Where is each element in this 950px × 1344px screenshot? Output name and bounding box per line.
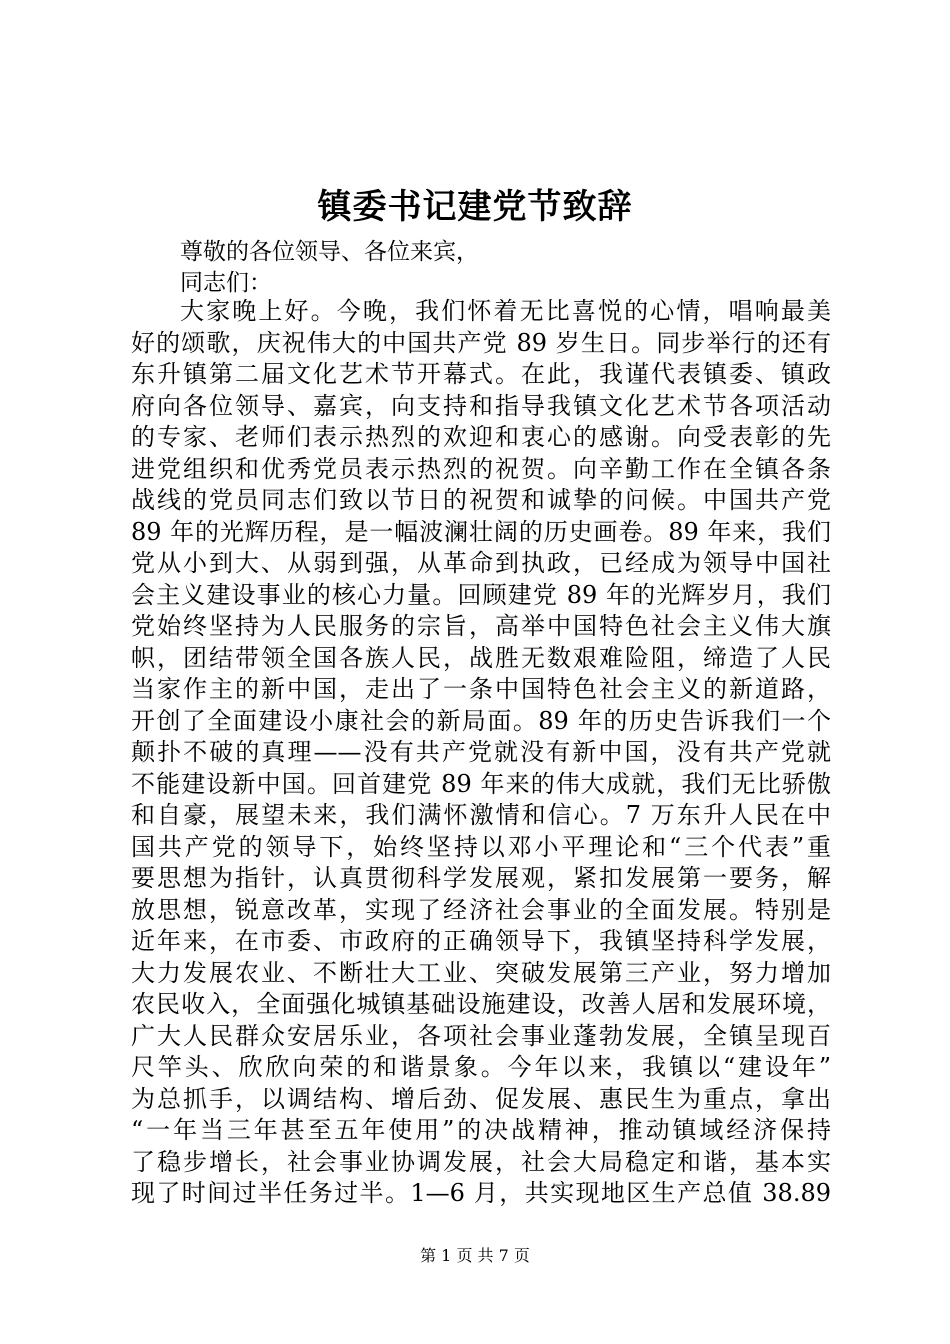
body-line: 进党组织和优秀党员表示热烈的祝贺。向辛勤工作在全镇各条 [131, 454, 831, 483]
body-line: 开创了全面建设小康社会的新局面。89 年的历史告诉我们一个 [131, 706, 831, 735]
body-line: 好的颂歌，庆祝伟大的中国共产党 89 岁生日。同步举行的还有 [131, 328, 831, 357]
body-line: 89 年的光辉历程，是一幅波澜壮阔的历史画卷。89 年来，我们 [131, 517, 831, 546]
body-line: 尺竿头、欣欣向荣的和谐景象。今年以来，我镇以“建设年” [131, 1053, 831, 1081]
body-line: 近年来，在市委、市政府的正确领导下，我镇坚持科学发展， [131, 927, 831, 955]
salutation-line: 同志们： [180, 270, 272, 296]
body-line: 党从小到大、从弱到强，从革命到执政，已经成为领导中国社 [131, 549, 831, 577]
document-title: 镇委书记建党节致辞 [317, 187, 633, 227]
body-line: “一年当三年甚至五年使用”的决战精神，推动镇域经济保持 [131, 1116, 831, 1144]
body-line: 放思想，锐意改革，实现了经济社会事业的全面发展。特别是 [131, 895, 831, 924]
salutation-line: 尊敬的各位领导、各位来宾， [180, 239, 479, 265]
body-line: 东升镇第二届文化艺术节开幕式。在此，我谨代表镇委、镇政 [131, 360, 831, 388]
body-line: 了稳步增长，社会事业协调发展，社会大局稳定和谐，基本实 [131, 1147, 831, 1176]
body-line: 的专家、老师们表示热烈的欢迎和衷心的感谢。向受表彰的先 [131, 423, 831, 451]
body-line: 国共产党的领导下，始终坚持以邓小平理论和“三个代表”重 [131, 832, 831, 861]
body-paragraph [131, 296, 831, 1210]
body-line: 广大人民群众安居乐业，各项社会事业蓬勃发展，全镇呈现百 [131, 1021, 831, 1050]
body-line: 战线的党员同志们致以节日的祝贺和诚挚的问候。中国共产党 [131, 486, 831, 514]
body-line: 不能建设新中国。回首建党 89 年来的伟大成就，我们无比骄傲 [131, 769, 831, 798]
body-line: 为总抓手，以调结构、增后劲、促发展、惠民生为重点，拿出 [131, 1084, 831, 1113]
body-line: 要思想为指针，认真贯彻科学发展观，紧扣发展第一要务，解 [131, 864, 831, 892]
body-line: 帜，团结带领全国各族人民，战胜无数艰难险阻，缔造了人民 [131, 643, 831, 672]
body-line: 大力发展农业、不断壮大工业、突破发展第三产业，努力增加 [131, 958, 831, 987]
body-line: 当家作主的新中国，走出了一条中国特色社会主义的新道路， [131, 675, 831, 703]
body-line: 会主义建设事业的核心力量。回顾建党 89 年的光辉岁月，我们 [131, 580, 831, 609]
body-line: 农民收入，全面强化城镇基础设施建设，改善人居和发展环境， [131, 990, 831, 1018]
body-line: 大家晚上好。今晚，我们怀着无比喜悦的心情，唱响最美 [180, 297, 831, 325]
body-line: 颠扑不破的真理——没有共产党就没有新中国，没有共产党就 [131, 738, 831, 766]
page-footer: 第 1 页 共 7 页 [420, 1246, 530, 1265]
body-line: 党始终坚持为人民服务的宗旨，高举中国特色社会主义伟大旗 [131, 612, 831, 640]
body-line: 府向各位领导、嘉宾，向支持和指导我镇文化艺术节各项活动 [131, 391, 831, 420]
body-line: 和自豪，展望未来，我们满怀激情和信心。7 万东升人民在中 [131, 801, 831, 829]
body-line: 现了时间过半任务过半。1—6 月，共实现地区生产总值 38.89 [131, 1179, 831, 1207]
